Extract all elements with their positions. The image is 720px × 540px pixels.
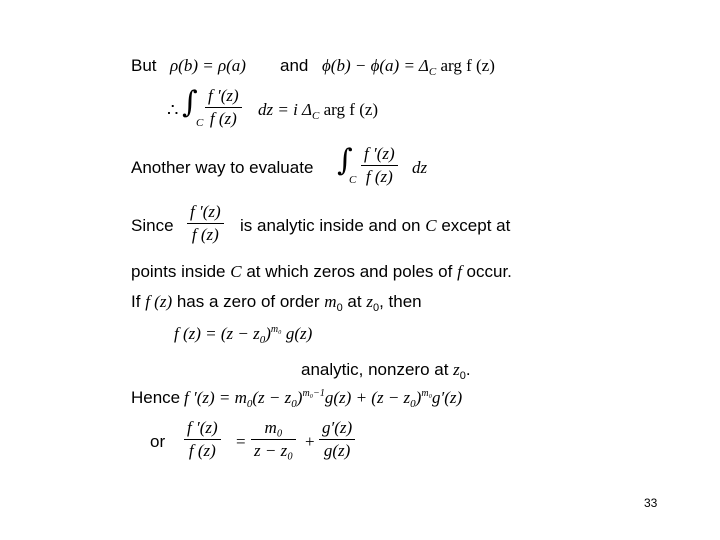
derivative-equation: f $'(z) = m_0(z - z_0)^{m_0-1}g(z) + (z - z_0)^{m_0}g'(z)$ bbox=[184, 388, 463, 410]
analytic-statement: is analytic inside and on C except at bbox=[240, 216, 511, 235]
integral-contour-label: C bbox=[349, 174, 357, 186]
fraction-m0-over-z-minus-z0: m₀ z − z₀ bbox=[251, 418, 296, 461]
analytic-nonzero-note: analytic, nonzero at $z_0$. bbox=[301, 360, 471, 382]
points-inside-text: points inside C at which zeros and poles of f occur. bbox=[131, 262, 512, 281]
since-text: Since bbox=[131, 216, 174, 235]
therefore-symbol: ∴ bbox=[167, 100, 179, 120]
rho-equation: ρ(b) = ρ(a) bbox=[170, 56, 246, 75]
integral-contour-label: C bbox=[196, 117, 204, 129]
integral-result: dz = i $\Delta_C$ arg f (z) bbox=[258, 100, 379, 122]
fraction-fprime-over-f: f ′(z) f (z) bbox=[187, 202, 224, 245]
phi-equation: $\phi(b) - \phi(a) = \Delta_C$ arg f (z) bbox=[322, 56, 495, 78]
or-text: or bbox=[150, 432, 166, 451]
but-text: But bbox=[131, 56, 157, 75]
plus-sign: + bbox=[305, 432, 315, 451]
fraction-fprime-over-f: f ′(z) f (z) bbox=[205, 86, 242, 129]
dz-text: dz bbox=[412, 158, 428, 177]
integral-sign: ∫ bbox=[337, 143, 353, 178]
equals-sign: = bbox=[236, 432, 246, 451]
and-text: and bbox=[280, 56, 309, 75]
integral-sign: ∫ bbox=[182, 85, 198, 120]
another-way-text: Another way to evaluate bbox=[131, 158, 314, 177]
page-number: 33 bbox=[644, 496, 658, 510]
zero-order-statement: If f (z) has a zero of order $m_0$ at $z_0$, then bbox=[131, 292, 422, 314]
fraction-fprime-over-f: f ′(z) f (z) bbox=[361, 144, 398, 187]
fraction-gprime-over-g: g′(z) g(z) bbox=[319, 418, 355, 461]
fraction-fprime-over-f: f ′(z) f (z) bbox=[184, 418, 221, 461]
factorization-equation: f $(z) = (z - z_0)^{m_0}$ g(z) bbox=[174, 324, 313, 346]
hence-text: Hence bbox=[131, 388, 181, 407]
